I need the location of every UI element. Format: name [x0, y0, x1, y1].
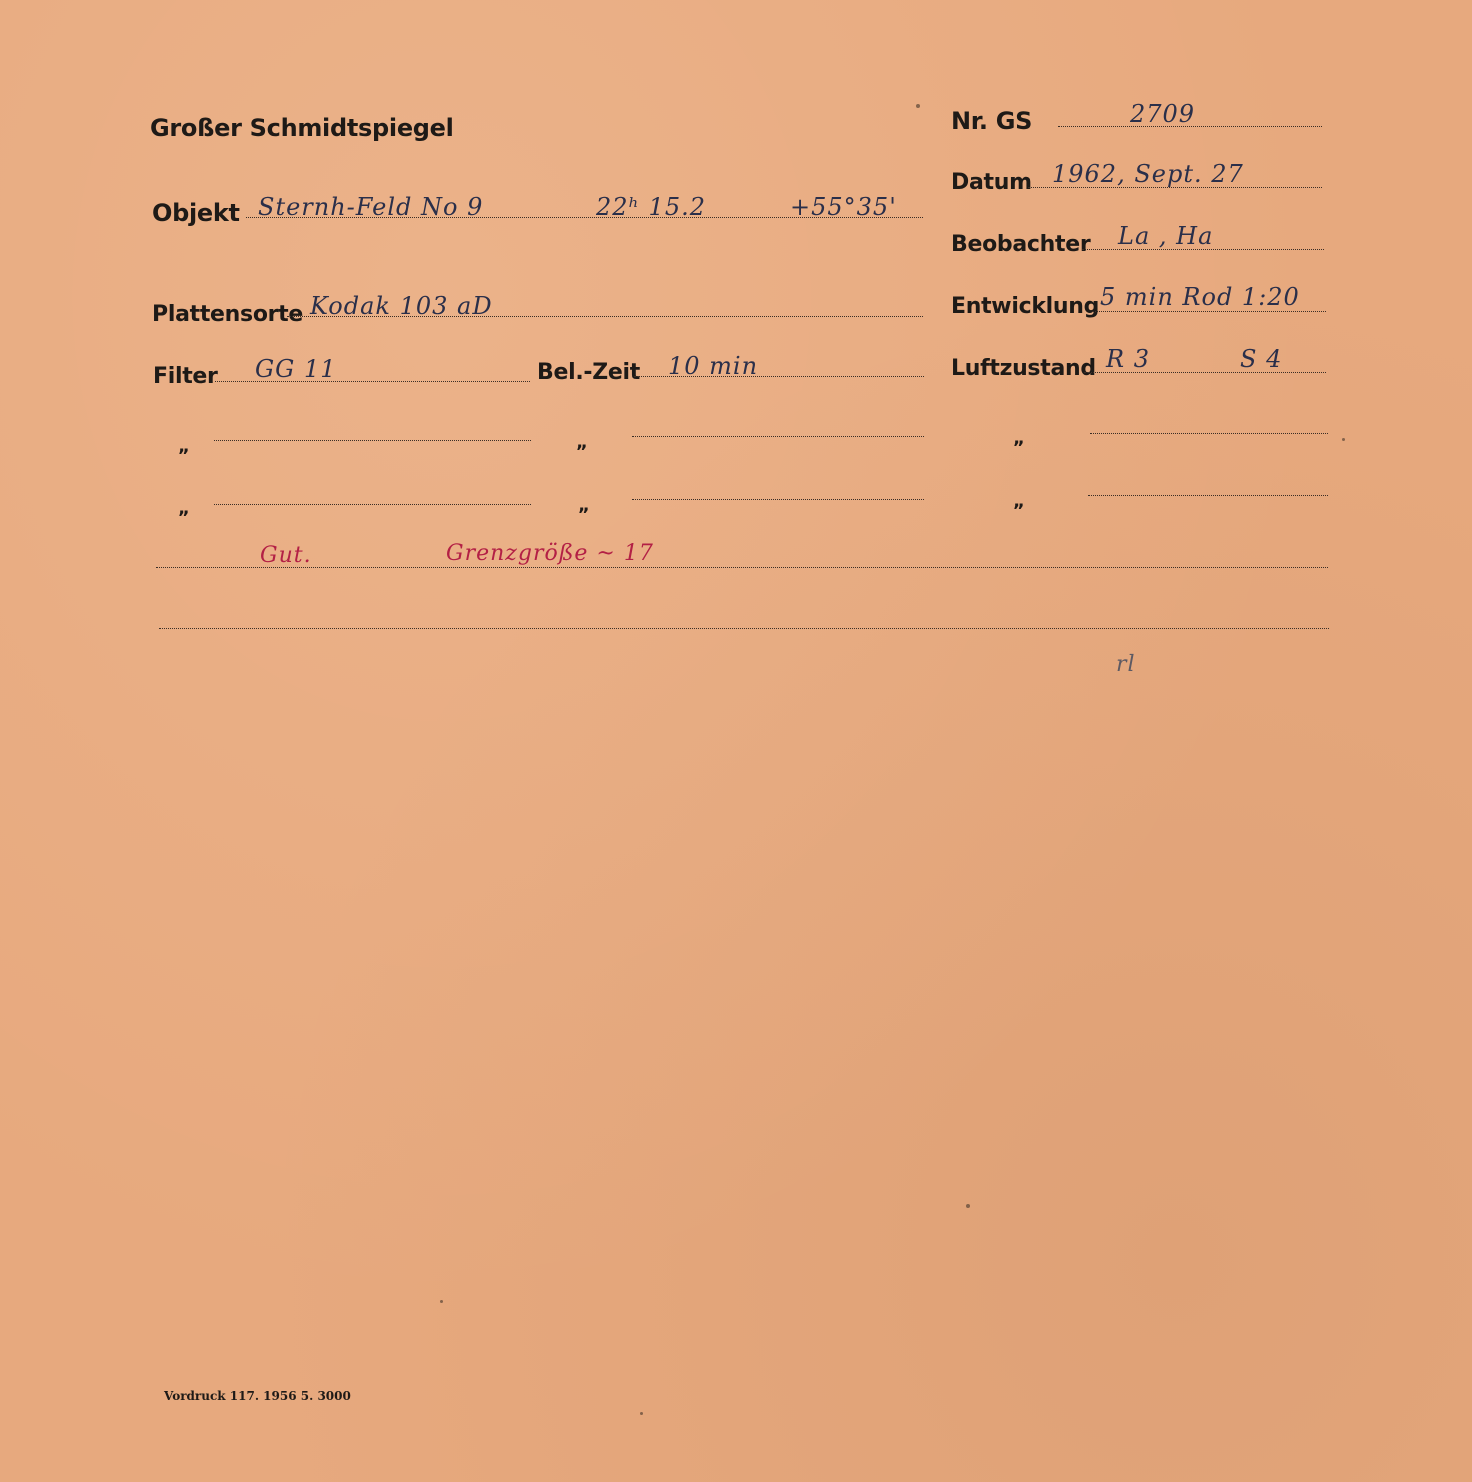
paper-speck	[640, 1412, 643, 1415]
luftzustand-value-s: S 4	[1240, 345, 1283, 373]
datum-label: Datum	[951, 170, 1032, 195]
initials: rl	[1116, 652, 1136, 677]
objekt-label: Objekt	[152, 199, 240, 227]
blank-line	[1090, 433, 1328, 434]
luftzustand-value-r: R 3	[1106, 345, 1150, 373]
remarks-line-2	[159, 628, 1329, 629]
paper-speck	[1342, 438, 1345, 441]
beobachter-value: La , Ha	[1118, 222, 1214, 250]
remarks-line-1	[156, 567, 1328, 568]
blank-line	[214, 504, 531, 505]
paper-speck	[916, 104, 920, 108]
filter-value: GG 11	[255, 355, 337, 383]
blank-line	[632, 499, 924, 500]
ditto-mark: „	[1013, 428, 1025, 449]
blank-line	[1088, 495, 1328, 496]
filter-label: Filter	[153, 364, 218, 389]
ditto-mark: „	[1013, 491, 1025, 512]
belzeit-label: Bel.-Zeit	[537, 360, 640, 385]
datum-value: 1962, Sept. 27	[1052, 160, 1244, 188]
paper-speck	[966, 1204, 970, 1208]
blank-line	[632, 436, 924, 437]
entwicklung-label: Entwicklung	[951, 294, 1100, 319]
objekt-value-dec: +55°35'	[790, 193, 897, 221]
remark-quality: Gut.	[260, 543, 312, 568]
beobachter-label: Beobachter	[951, 232, 1091, 257]
ditto-mark: „	[578, 495, 590, 516]
nr-label: Nr. GS	[951, 107, 1033, 135]
plattensorte-value: Kodak 103 aD	[310, 292, 493, 320]
objekt-value-field: Sternh-Feld No 9	[258, 193, 484, 221]
ditto-mark: „	[178, 498, 190, 519]
print-note: Vordruck 117. 1956 5. 3000	[164, 1389, 351, 1403]
ditto-mark: „	[576, 432, 588, 453]
ditto-mark: „	[178, 436, 190, 457]
objekt-value-ra: 22ʰ 15.2	[596, 193, 706, 221]
belzeit-value: 10 min	[668, 352, 759, 380]
entwicklung-line	[1092, 311, 1326, 312]
form-title: Großer Schmidtspiegel	[150, 114, 454, 142]
remark-limiting-magnitude: Grenzgröße ~ 17	[446, 541, 654, 566]
nr-value: 2709	[1130, 100, 1196, 128]
luftzustand-label: Luftzustand	[951, 356, 1096, 381]
entwicklung-value: 5 min Rod 1:20	[1100, 283, 1300, 311]
plattensorte-label: Plattensorte	[152, 302, 304, 327]
blank-line	[214, 440, 531, 441]
paper-speck	[440, 1300, 443, 1303]
